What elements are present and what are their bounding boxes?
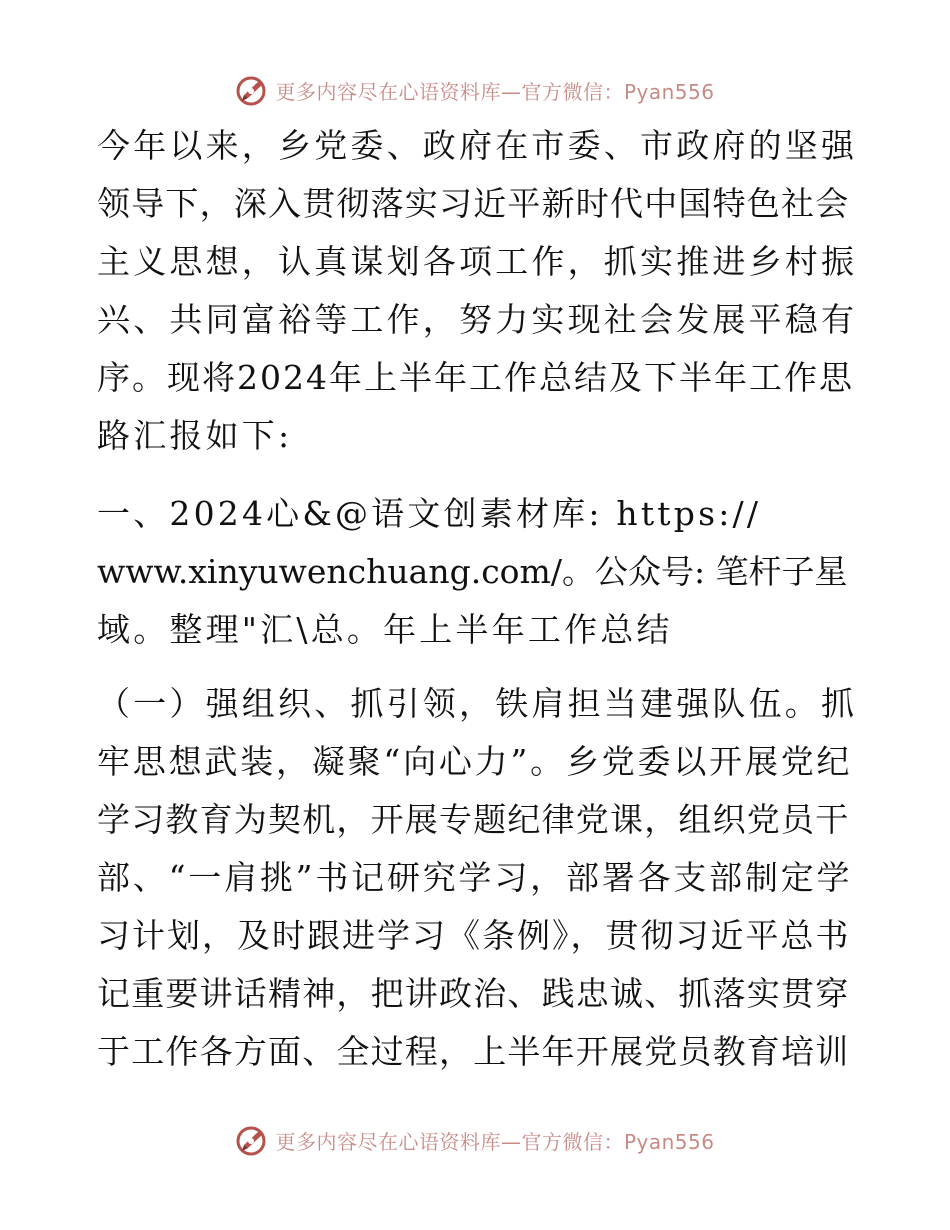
text-line: （一）强组织、抓引领，铁肩担当建强队伍。抓 [97,684,858,723]
footer-watermark [0,1120,950,1160]
text-line: 兴、共同富裕等工作，努力实现社会发展平稳有 [97,300,858,339]
watermark-text: 更多内容尽在心语资料库—官方微信：Pyan556 [275,79,715,104]
text-line: 序。现将2024年上半年工作总结及下半年工作思 [97,358,854,397]
text-line: 于工作各方面、全过程，上半年开展党员教育培训 [97,1032,850,1071]
text-line: 牢思想武装，凝聚“向心力”。乡党委以开展党纪 [97,742,853,781]
text-line: 记重要讲话精神，把讲政治、践忠诚、抓落实贯穿 [97,974,850,1013]
text-line: www.xinyuwenchuang.com/。公众号: 笔杆子星 [97,552,848,591]
pen-seal-logo-icon [235,73,269,107]
text-line: 路汇报如下: [97,416,293,455]
watermark-text: 更多内容尽在心语资料库—官方微信：Pyan556 [275,1129,715,1154]
text-line: 部、“一肩挑”书记研究学习，部署各支部制定学 [97,858,853,897]
text-line: 学习教育为契机，开展专题纪律党课，组织党员干 [97,800,850,839]
text-line: 习计划，及时跟进学习《条例》，贯彻习近平总书 [97,916,851,955]
text-line: 主义思想，认真谋划各项工作，抓实推进乡村振 [97,242,858,281]
text-line: 领导下，深入贯彻落实习近平新时代中国特色社会 [97,184,850,223]
text-line: 一、2024心&@语文创素材库: https:// [97,494,762,533]
text-line: 域。整理"汇\总。年上半年工作总结 [97,610,673,649]
text-line: 今年以来，乡党委、政府在市委、市政府的坚强 [97,126,858,165]
pen-seal-logo-icon [235,1123,269,1157]
header-watermark [0,70,950,110]
